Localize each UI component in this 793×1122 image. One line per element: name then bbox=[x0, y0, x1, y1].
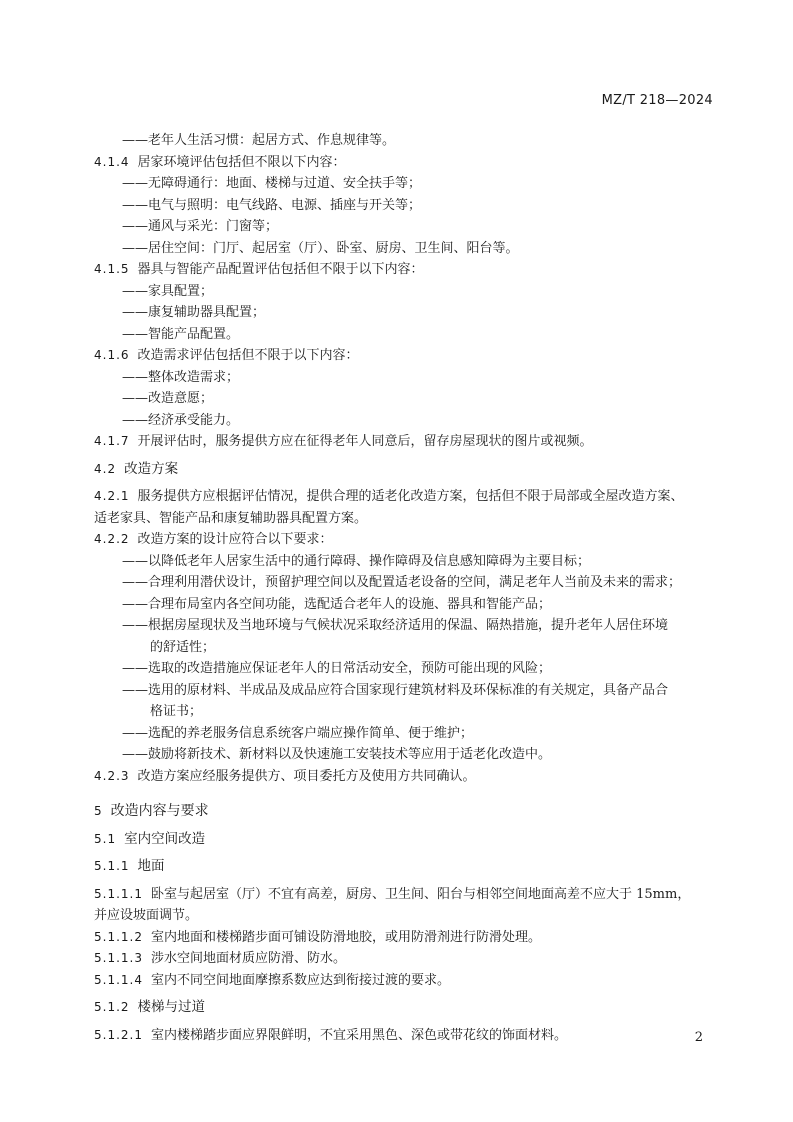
page-number: 2 bbox=[694, 1030, 703, 1045]
clause-4-2-3 bbox=[94, 766, 714, 788]
list-item: ——改造意愿； bbox=[122, 391, 214, 406]
clause-5-1-1-4 bbox=[94, 970, 714, 992]
subsection-title: 楼梯与过道 bbox=[137, 999, 206, 1015]
section-number: 5.1 bbox=[94, 831, 117, 846]
list-item: ——选配的养老服务信息系统客户端应操作简单、便于维护； bbox=[122, 725, 474, 741]
subsection-number: 5.1.1 bbox=[94, 859, 130, 873]
list-item: ——老年人生活习惯：起居方式、作息规律等。 bbox=[122, 133, 396, 148]
clause-number: 5.1.1.1 bbox=[94, 886, 143, 901]
list-item: ——通风与采光：门窗等； bbox=[122, 219, 279, 234]
clause-text: 服务提供方应根据评估情况，提供合理的适老化改造方案，包括但不限于局部或全屋改造方案、 bbox=[137, 489, 684, 504]
list-item: ——选用的原材料、半成品及成品应符合国家现行建筑材料及环保标准的有关规定，具备产品合 bbox=[122, 682, 669, 698]
list-item: ——鼓励将新技术、新材料以及快速施工安装技术等应用于适老化改造中。 bbox=[122, 747, 552, 762]
list-item-continuation: 格证书； bbox=[150, 704, 203, 719]
clause-5-1-1-3 bbox=[94, 948, 714, 970]
list-item: ——智能产品配置。 bbox=[122, 326, 240, 342]
clause-text: 涉水空间地面材质应防滑、防水。 bbox=[150, 951, 346, 966]
clause-4-2-2 bbox=[94, 529, 714, 551]
clause-text: 居家环境评估包括但不限以下内容： bbox=[137, 154, 346, 170]
clause-number: 5.1.1.3 bbox=[94, 951, 143, 965]
section-title: 改造方案 bbox=[124, 460, 179, 477]
standard-code-header: MZ/T 218—2024 bbox=[601, 93, 713, 108]
clause-5-1-1-2 bbox=[94, 927, 714, 949]
chapter-title: 改造内容与要求 bbox=[110, 803, 209, 819]
clause-5-1-1-1 bbox=[94, 884, 714, 906]
subsection-heading-5-1-1 bbox=[94, 856, 714, 878]
subsection-title: 地面 bbox=[137, 858, 165, 874]
list-item: ——整体改造需求； bbox=[122, 369, 240, 385]
list-item: ——康复辅助器具配置； bbox=[122, 305, 266, 320]
list-item: ——家具配置； bbox=[122, 283, 214, 299]
clause-number: 4.2.1 bbox=[94, 489, 130, 503]
clause-text: 改造方案应经服务提供方、项目委托方及使用方共同确认。 bbox=[137, 768, 476, 784]
list-item: ——选取的改造措施应保证老年人的日常活动安全，预防可能出现的风险； bbox=[122, 661, 552, 676]
chapter-heading-5 bbox=[94, 801, 714, 823]
clause-text: 室内地面和楼梯踏步面可铺设防滑地胶，或用防滑剂进行防滑处理。 bbox=[150, 929, 541, 945]
clause-number: 4.1.5 bbox=[94, 262, 130, 276]
clause-number: 4.2.2 bbox=[94, 532, 130, 546]
clause-4-1-5 bbox=[94, 259, 714, 281]
list-item: ——经济承受能力。 bbox=[122, 412, 240, 428]
list-item: ——居住空间：门厅、起居室（厅）、卧室、厨房、卫生间、阳台等。 bbox=[122, 240, 519, 256]
clause-text: 卧室与起居室（厅）不宜有高差，厨房、卫生间、阳台与相邻空间地面高差不应大于 15mm， bbox=[150, 886, 691, 902]
clause-number: 5.1.1.2 bbox=[94, 929, 143, 944]
clause-continuation: 并应设坡面调节。 bbox=[94, 908, 199, 923]
clause-text: 改造需求评估包括但不限于以下内容： bbox=[137, 348, 359, 363]
subsection-heading-5-1-2 bbox=[94, 997, 714, 1019]
clause-continuation: 适老家具、智能产品和康复辅助器具配置方案。 bbox=[94, 510, 368, 526]
section-heading-4-2 bbox=[94, 459, 714, 481]
clause-text: 器具与智能产品配置评估包括但不限于以下内容： bbox=[137, 262, 424, 277]
chapter-number: 5 bbox=[94, 804, 103, 818]
clause-number: 4.2.3 bbox=[94, 768, 130, 783]
section-heading-5-1 bbox=[94, 829, 714, 851]
list-item: ——电气与照明：电气线路、电源、插座与开关等； bbox=[122, 197, 422, 213]
list-item: ——根据房屋现状及当地环境与气候状况采取经济适用的保温、隔热措施，提升老年人居住环境 bbox=[122, 618, 669, 633]
section-number: 4.2 bbox=[94, 461, 117, 476]
subsection-number: 5.1.2 bbox=[94, 1000, 130, 1014]
list-item: ——以降低老年人居家生活中的通行障碍、操作障碍及信息感知障碍为主要目标； bbox=[122, 553, 591, 569]
section-title: 室内空间改造 bbox=[124, 830, 206, 847]
list-item: ——合理布局室内各空间功能，选配适合老年人的设施、器具和智能产品； bbox=[122, 596, 552, 612]
clause-4-1-6 bbox=[94, 345, 714, 367]
clause-5-1-2-1 bbox=[94, 1025, 714, 1047]
clause-4-1-7 bbox=[94, 431, 714, 453]
list-item: ——无障碍通行：地面、楼梯与过道、安全扶手等； bbox=[122, 176, 422, 191]
clause-number: 5.1.1.4 bbox=[94, 972, 143, 987]
clause-text: 室内不同空间地面摩擦系数应达到衔接过渡的要求。 bbox=[150, 972, 450, 988]
clause-number: 4.1.4 bbox=[94, 154, 130, 169]
clause-4-1-4 bbox=[94, 152, 714, 174]
clause-text: 开展评估时，服务提供方应在征得老年人同意后，留存房屋现状的图片或视频。 bbox=[137, 434, 593, 449]
document-body bbox=[94, 130, 714, 1046]
list-item-continuation: 的舒适性； bbox=[150, 639, 216, 655]
clause-number: 4.1.6 bbox=[94, 348, 130, 362]
list-item: ——合理利用潜伏设计，预留护理空间以及配置适老设备的空间，满足老年人当前及未来的需求； bbox=[122, 575, 682, 590]
clause-number: 5.1.2.1 bbox=[94, 1027, 143, 1042]
clause-text: 室内楼梯踏步面应界限鲜明，不宜采用黑色、深色或带花纹的饰面材料。 bbox=[150, 1027, 567, 1043]
clause-number: 4.1.7 bbox=[94, 434, 130, 448]
clause-text: 改造方案的设计应符合以下要求： bbox=[137, 532, 333, 547]
clause-4-2-1 bbox=[94, 486, 714, 508]
